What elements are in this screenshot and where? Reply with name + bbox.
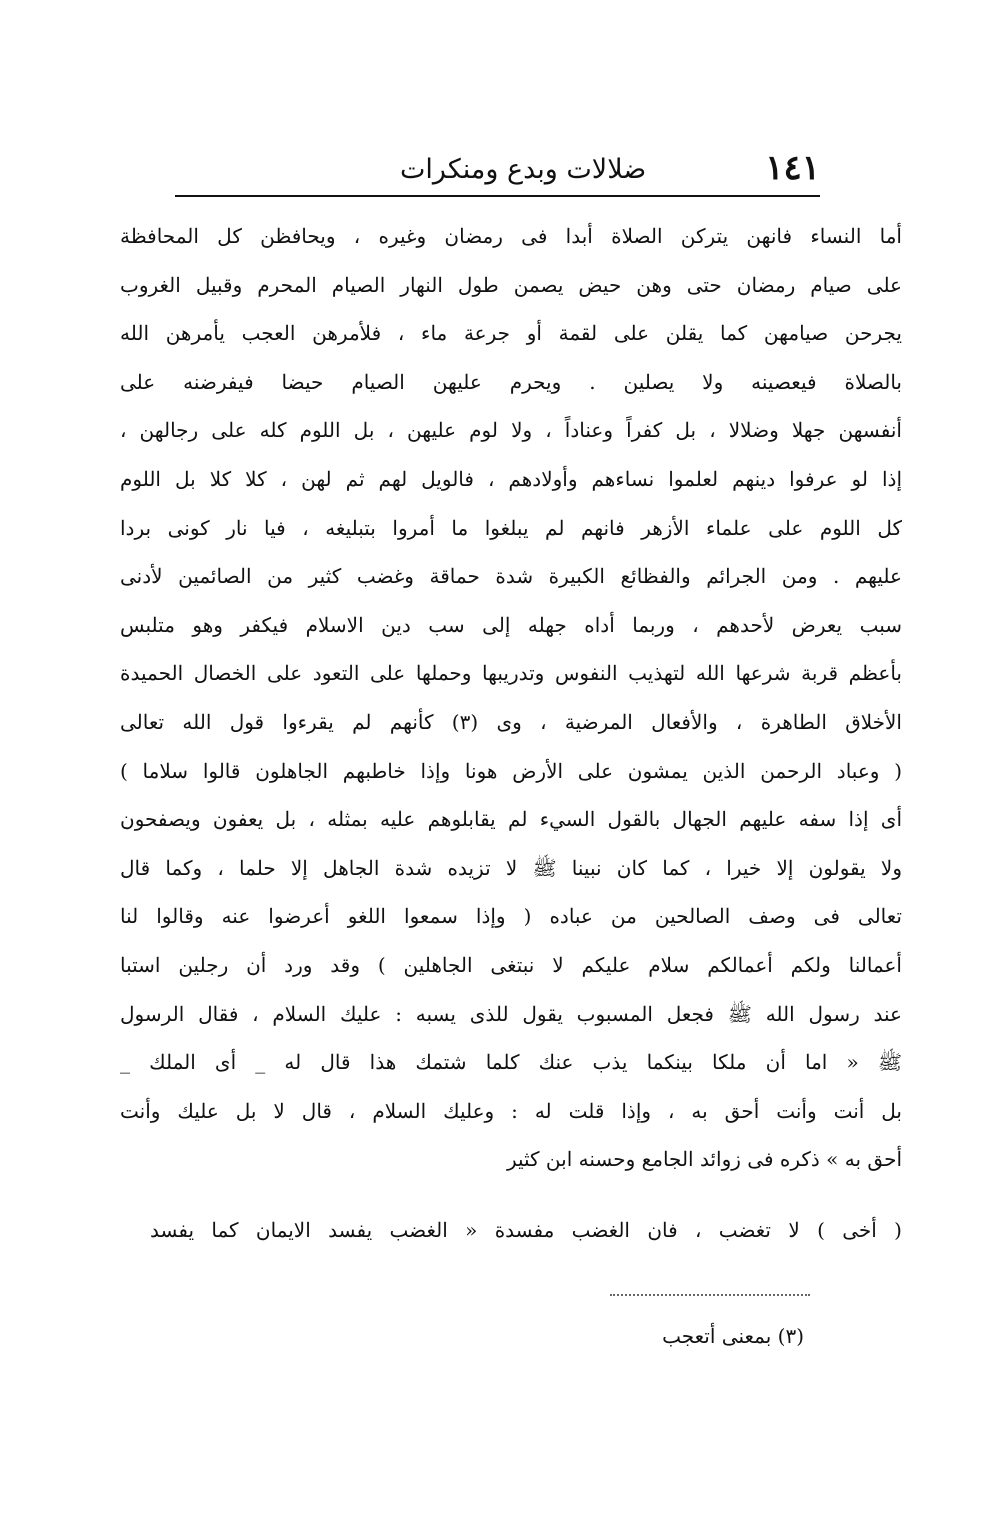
body-line: ﷺ « اما أن ملكا بينكما يذب عنك كلما شتمك هذا قال له _ أى الملك _	[120, 1050, 902, 1075]
body-line: ( وعباد الرحمن الذين يمشون على الأرض هونا وإذا خاطبهم الجاهلون قالوا سلاما )	[120, 758, 902, 783]
page-header	[175, 148, 820, 198]
body-line: كل اللوم على علماء الأزهر فانهم لم يبلغوا ما أمروا بتبليغه ، فيا نار كونى بردا	[120, 515, 902, 540]
body-text	[120, 212, 902, 1184]
body-line: أعمالنا ولكم أعمالكم سلام عليكم لا نبتغى الجاهلين ) وقد ورد أن رجلين استبا	[120, 952, 902, 977]
body-line: يجرحن صيامهن كما يقلن على لقمة أو جرعة ماء ، فلأمرهن العجب يأمرهن الله	[120, 321, 902, 346]
page-number: ١٤١	[765, 148, 820, 188]
body-line: تعالى فى وصف الصالحين من عباده ( وإذا سمعوا اللغو أعرضوا عنه وقالوا لنا	[120, 904, 902, 929]
body-line: ولا يقولون إلا خيرا ، كما كان نبينا ﷺ لا تزيده شدة الجاهل إلا حلما ، وكما قال	[120, 855, 902, 880]
body-line: عند رسول الله ﷺ فجعل المسبوب يقول للذى يسبه : عليك السلام ، فقال الرسول	[120, 1001, 902, 1026]
body-line: سبب يعرض لأحدهم ، وربما أداه جهله إلى سب دين الاسلام فيكفر وهو متلبس	[120, 612, 902, 637]
header-rule	[175, 195, 820, 197]
body-line: بل أنت وأنت أحق به ، وإذا قلت له : وعليك السلام ، قال لا بل عليك وأنت	[120, 1098, 902, 1123]
body-line: أما النساء فانهن يتركن الصلاة أبدا فى رمضان وغيره ، ويحافظن كل المحافظة	[120, 224, 902, 248]
body-line: أحق به » ذكره فى زوائد الجامع وحسنه ابن كثير	[506, 1147, 902, 1172]
footnote-separator	[610, 1294, 810, 1296]
body-line: الأخلاق الطاهرة ، والأفعال المرضية ، وى (٣) كأنهم لم يقرءوا قول الله تعالى	[120, 709, 902, 734]
body-line: بأعظم قربة شرعها الله لتهذيب النفوس وتدريبها وحملها على التعود على الخصال الحميدة	[120, 661, 902, 686]
body-line: بالصلاة فيعصينه ولا يصلين . ويحرم عليهن الصيام حيضا فيفرضنه على	[120, 369, 902, 394]
running-title: ضلالات وبدع ومنكرات	[400, 154, 647, 185]
closing-paragraph: ( أخى ) لا تغضب ، فان الغضب مفسدة « الغضب يفسد الايمان كما يفسد	[150, 1218, 902, 1242]
body-line: على صيام رمضان حتى وهن حيض يصمن طول النهار الصيام المحرم وقبيل الغروب	[120, 272, 902, 297]
body-line: أنفسهن جهلا وضلالا ، بل كفراً وعناداً ، ولا لوم عليهن ، بل اللوم كله على رجالهن ،	[120, 418, 902, 443]
body-line: عليهم . ومن الجرائم والفظائع الكبيرة شدة حماقة وغضب كثير من الصائمين لأدنى	[120, 564, 902, 589]
body-line: أى إذا سفه عليهم الجهال بالقول السيء لم يقابلوهم عليه بمثله ، بل يعفون ويصفحون	[120, 807, 902, 832]
body-line: إذا لو عرفوا دينهم لعلموا نساءهم وأولادهم ، فالويل لهم ثم لهن ، كلا كلا بل اللوم	[120, 466, 902, 491]
footnote: (٣) بمعنى أتعجب	[662, 1324, 804, 1348]
